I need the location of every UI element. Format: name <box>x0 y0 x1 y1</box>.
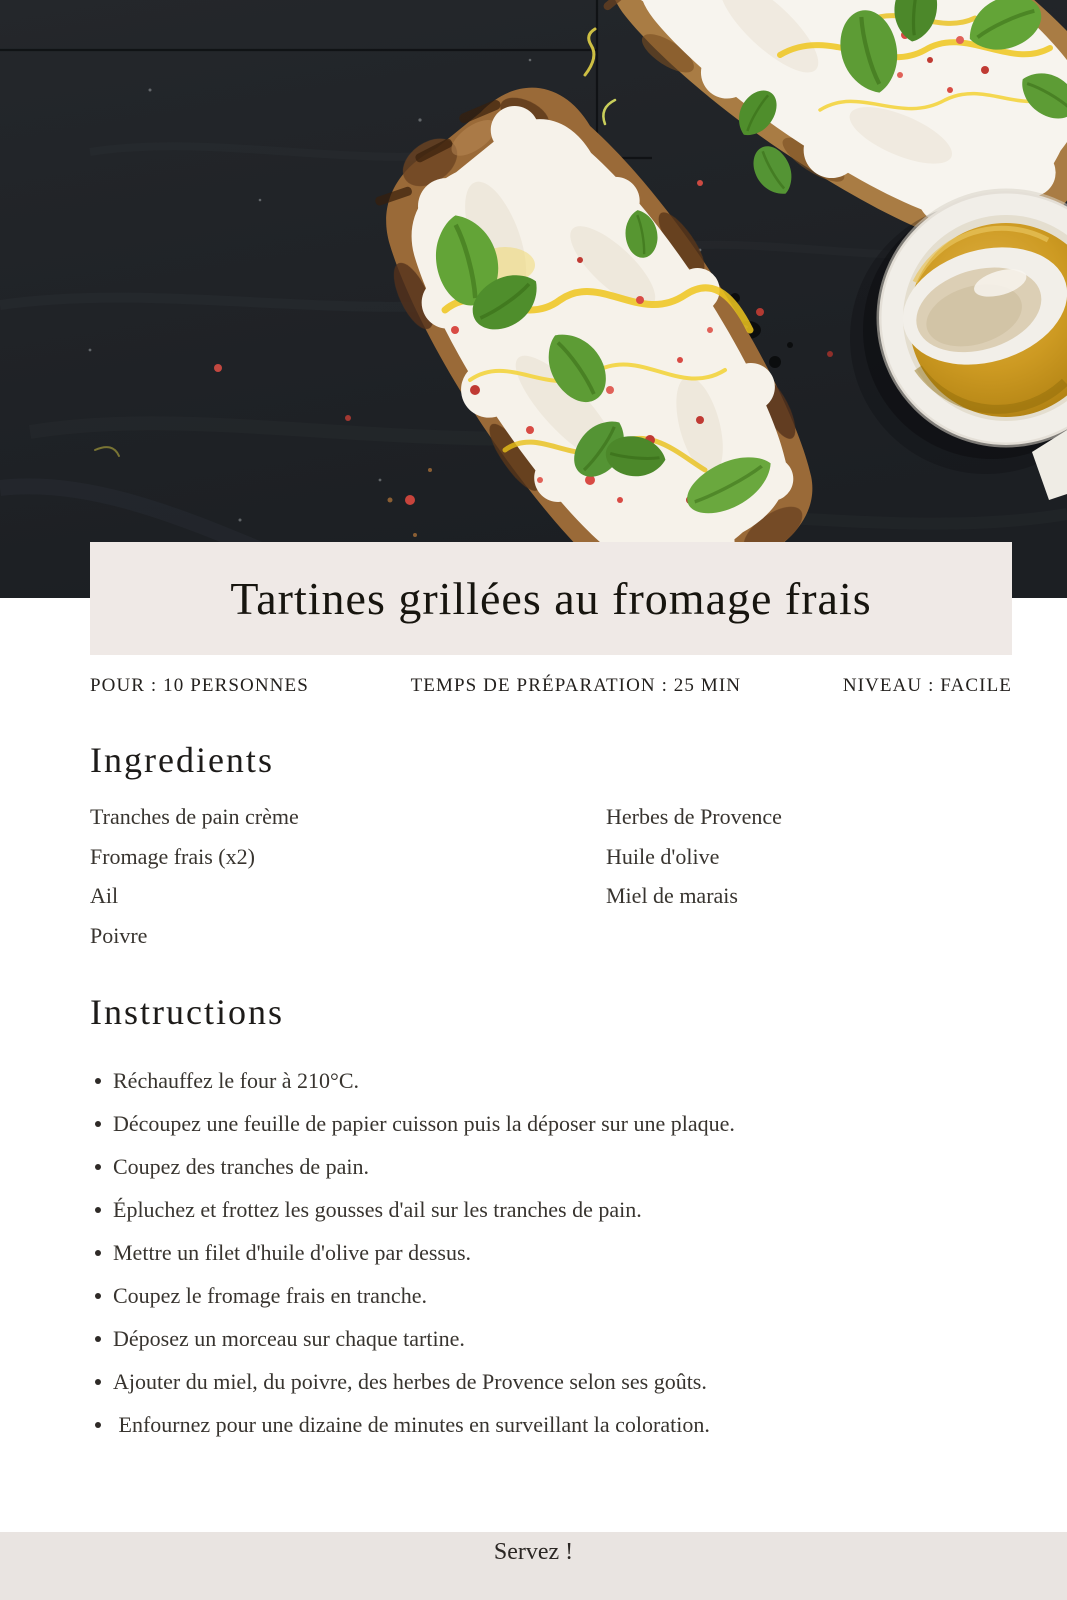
bullet-icon <box>95 1293 101 1299</box>
ingredient-item <box>90 916 606 956</box>
ingredient-text: Miel de marais <box>606 883 738 908</box>
instruction-step-text: Réchauffez le four à 210°C. <box>113 1068 360 1093</box>
instruction-step <box>90 1102 1012 1145</box>
instruction-step <box>90 1059 1012 1102</box>
instruction-step-text: Coupez le fromage frais en tranche. <box>113 1283 427 1308</box>
ingredients-list-left <box>90 797 606 955</box>
ingredient-text: Herbes de Provence <box>606 804 782 829</box>
ingredient-item <box>606 797 1012 837</box>
ingredient-text: Tranches de pain crème <box>90 804 299 829</box>
footer-banner <box>0 1532 1067 1600</box>
bullet-icon <box>95 1078 101 1084</box>
instruction-step <box>90 1403 1012 1446</box>
instructions-list <box>90 1059 1012 1446</box>
ingredients-heading: Ingredients <box>90 740 274 780</box>
ingredients-list-right <box>606 797 1012 955</box>
meta-prep-time: TEMPS DE PRÉPARATION : 25 MIN <box>410 675 742 696</box>
meta-row <box>90 675 1012 697</box>
instruction-step-text: Mettre un filet d'huile d'olive par dessus. <box>113 1240 472 1265</box>
instructions-heading: Instructions <box>90 992 284 1032</box>
ingredient-text: Ail <box>90 883 119 908</box>
bullet-icon <box>95 1379 101 1385</box>
instruction-step <box>90 1145 1012 1188</box>
instruction-step-text: Épluchez et frottez les gousses d'ail sur les tranches de pain. <box>113 1197 642 1222</box>
instruction-step-text: Ajouter du miel, du poivre, des herbes de Provence selon ses goûts. <box>113 1369 707 1394</box>
footer-text: Servez ! <box>493 1539 574 1565</box>
instruction-step <box>90 1360 1012 1403</box>
ingredient-item <box>90 797 606 837</box>
ingredient-item <box>90 876 606 916</box>
instruction-step <box>90 1274 1012 1317</box>
ingredients-columns <box>90 797 1012 955</box>
ingredient-item <box>606 837 1012 877</box>
ingredient-text: Huile d'olive <box>606 843 720 869</box>
recipe-photo <box>0 0 1067 598</box>
instruction-step <box>90 1317 1012 1360</box>
ingredient-item <box>606 876 1012 916</box>
recipe-body <box>90 655 1012 1446</box>
title-banner <box>90 542 1012 655</box>
instruction-step <box>90 1188 1012 1231</box>
instruction-step <box>90 1231 1012 1274</box>
instruction-step-text: Découpez une feuille de papier cuisson puis la déposer sur une plaque. <box>113 1111 735 1136</box>
ingredient-item <box>90 837 606 877</box>
ingredient-text: Poivre <box>90 922 148 948</box>
instruction-step-text: Enfournez pour une dizaine de minutes en surveillant la coloration. <box>113 1412 710 1437</box>
bullet-icon <box>95 1207 101 1213</box>
page-title: Tartines grillées au fromage frais <box>230 573 872 624</box>
bullet-icon <box>95 1336 101 1342</box>
bullet-icon <box>95 1422 101 1428</box>
instruction-step-text: Déposez un morceau sur chaque tartine. <box>113 1326 465 1351</box>
bullet-icon <box>95 1250 101 1256</box>
ingredient-text: Fromage frais (x2) <box>90 843 255 869</box>
meta-servings: POUR : 10 PERSONNES <box>90 675 309 696</box>
bullet-icon <box>95 1164 101 1170</box>
bullet-icon <box>95 1121 101 1127</box>
instruction-step-text: Coupez des tranches de pain. <box>113 1154 369 1179</box>
meta-level: NIVEAU : FACILE <box>842 675 1012 696</box>
